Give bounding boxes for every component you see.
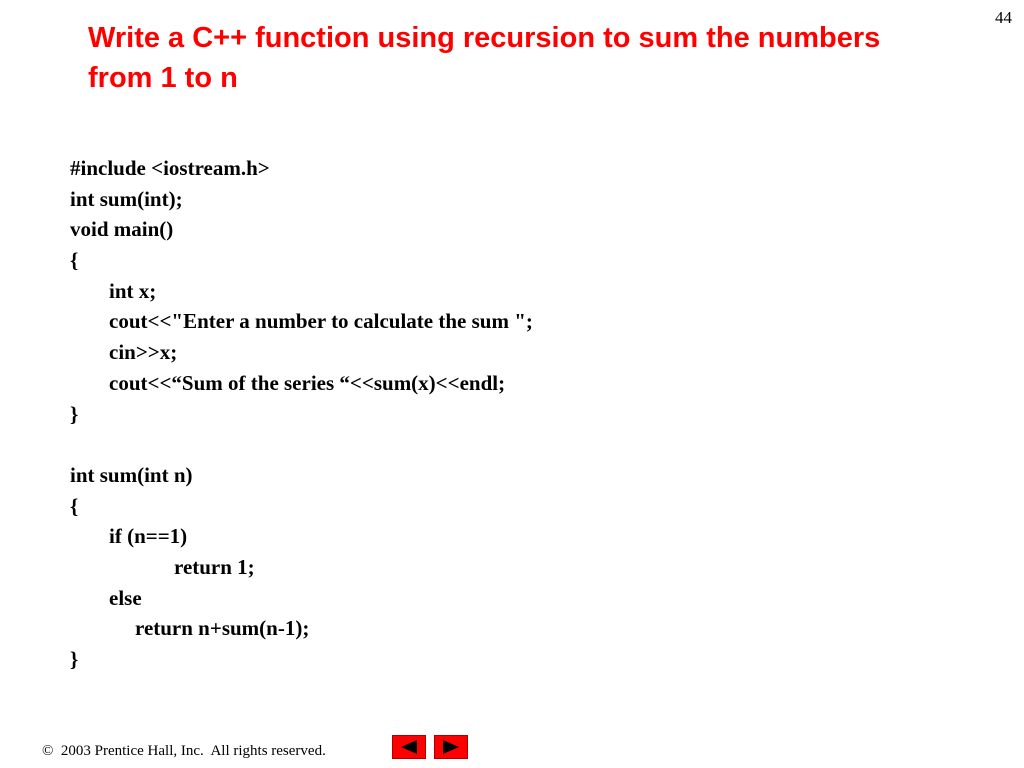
code-line: return 1; <box>174 554 255 579</box>
code-line: else <box>109 585 142 610</box>
slide-title: Write a C++ function using recursion to sum the numbers from 1 to n <box>88 22 881 94</box>
slide-navigation <box>392 735 468 759</box>
code-line: { <box>70 248 79 273</box>
code-line: } <box>70 647 79 671</box>
copyright-footer: © 2003 Prentice Hall, Inc. All rights reserved. <box>42 743 326 759</box>
code-block <box>70 153 533 675</box>
previous-slide-button[interactable] <box>392 735 426 759</box>
code-line: } <box>70 401 79 426</box>
code-line: int x; <box>109 278 157 303</box>
code-line: cout<<"Enter a number to calculate the sum "; <box>109 309 533 334</box>
code-line: int sum(int); <box>70 186 183 211</box>
code-line: #include <iostream.h> <box>70 156 270 180</box>
code-line: void main() <box>70 217 174 242</box>
code-line <box>70 429 533 460</box>
page-number: 44 <box>995 8 1012 27</box>
code-line: return n+sum(n-1); <box>135 616 310 641</box>
code-line: int sum(int n) <box>70 462 193 487</box>
triangle-left-icon <box>399 739 419 755</box>
next-slide-button[interactable] <box>434 735 468 759</box>
code-line: { <box>70 493 79 518</box>
triangle-right-icon <box>441 739 461 755</box>
code-line: cin>>x; <box>109 340 178 365</box>
code-line: cout<<“Sum of the series “<<sum(x)<<endl; <box>109 370 506 395</box>
code-line: if (n==1) <box>109 524 188 549</box>
